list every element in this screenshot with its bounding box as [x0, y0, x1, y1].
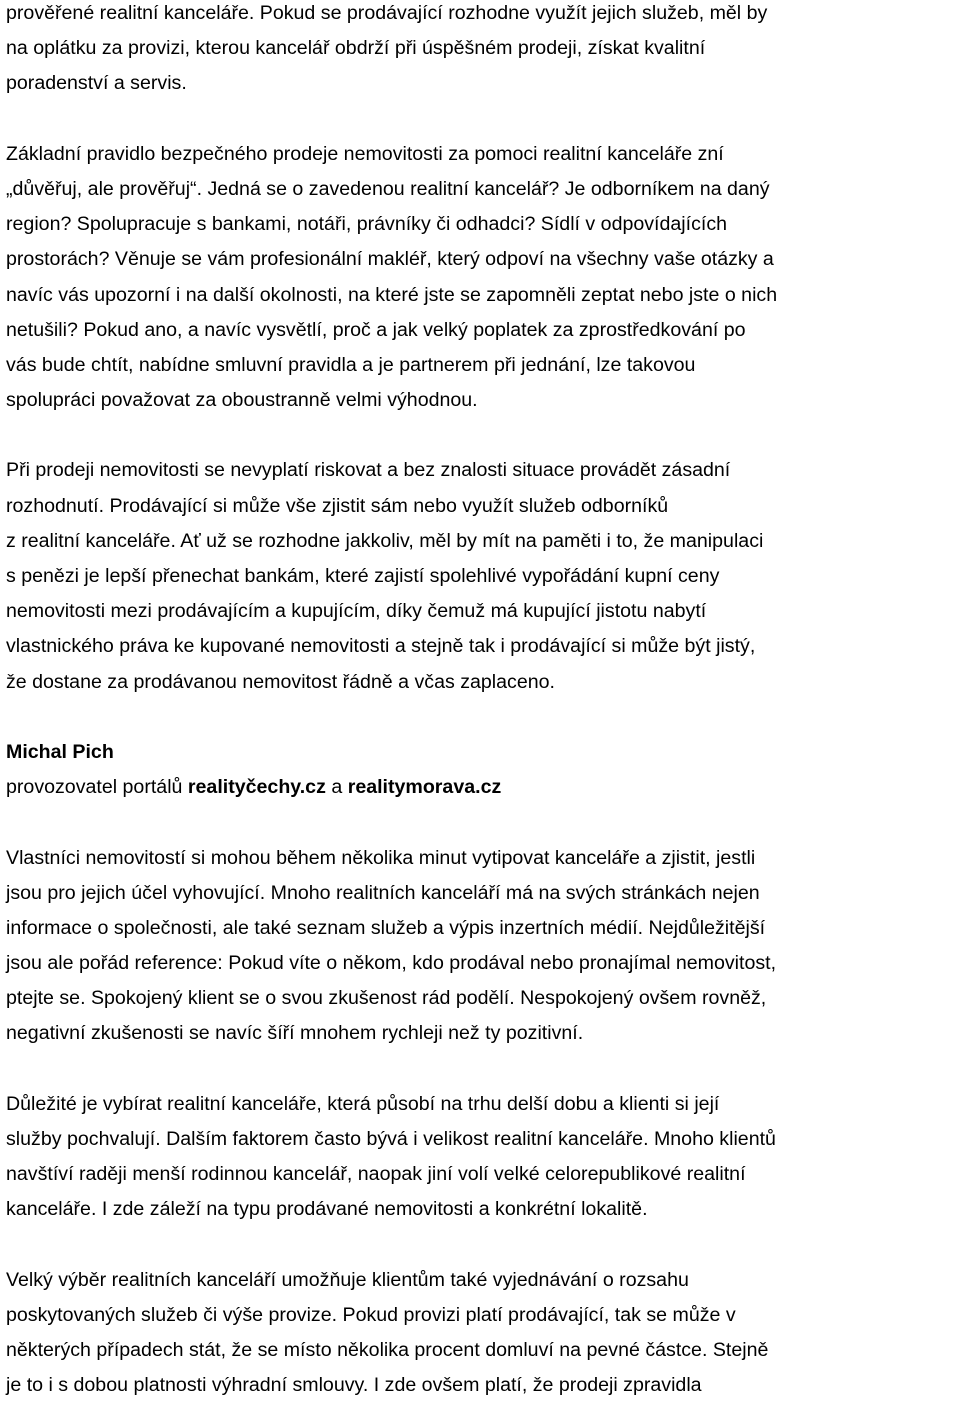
paragraph-gap [6, 700, 960, 735]
portal-name-2: realitymorava.cz [347, 776, 502, 799]
paragraph-gap [6, 1052, 960, 1087]
text-line: navštíví raději menší rodinnou kancelář, naopak jiní volí velké celorepublikové realitní [6, 1163, 746, 1186]
author-name: Michal Pich [6, 740, 114, 763]
author-signature [6, 735, 960, 805]
text-line: kanceláře. I zde záleží na typu prodávané nemovitosti a konkrétní lokalitě. [6, 1198, 648, 1221]
text-line: nemovitosti mezi prodávajícím a kupujícím, díky čemuž má kupující jistotu nabytí [6, 600, 707, 623]
paragraph-owners-research [6, 841, 960, 1052]
text-line: „důvěřuj, ale prověřuj“. Jedná se o zavedenou realitní kancelář? Je odborníkem na daný [6, 177, 770, 200]
paragraph-gap [6, 805, 960, 840]
text-line: Vlastníci nemovitostí si mohou během několika minut vytipovat kanceláře a zjistit, jestli [6, 846, 756, 869]
text-line: navíc vás upozorní i na další okolnosti, na které jste se zapomněli zeptat nebo jste o nich [6, 283, 778, 306]
text-line: vás bude chtít, nabídne smluvní pravidla a je partnerem při jednání, lze takovou [6, 353, 696, 376]
text-line: netušili? Pokud ano, a navíc vysvětlí, proč a jak velký poplatek za zprostředkování po [6, 318, 746, 341]
text-line: s penězi je lepší přenechat bankám, které zajistí spolehlivé vypořádání kupní ceny [6, 565, 720, 587]
paragraph-basic-rule [6, 137, 960, 419]
text-line: služby pochvalují. Dalším faktorem často bývá i velikost realitní kanceláře. Mnoho klientů [6, 1128, 776, 1150]
text-line: negativní zkušenosti se navíc šíří mnohem rychleji než ty pozitivní. [6, 1022, 584, 1045]
text-line: rozhodnutí. Prodávající si může vše zjistit sám nebo využít služeb odborníků [6, 494, 669, 517]
text-line: některých případech stát, že se místo několika procent domluví na pevné částce. Stejně [6, 1339, 769, 1362]
text-line: na oplátku za provizi, kterou kancelář obdrží při úspěšném prodeji, získat kvalitní [6, 37, 706, 60]
paragraph-sale-risk [6, 453, 960, 699]
text-line: jsou pro jejich účel vyhovující. Mnoho realitních kanceláří má na svých stránkách nejen [6, 881, 760, 904]
text-line: prověřené realitní kanceláře. Pokud se prodávající rozhodne využít jejich služeb, měl by [6, 2, 768, 24]
author-role-conjunction: a [325, 776, 348, 799]
text-line: z realitní kanceláře. Ať už se rozhodne jakkoliv, měl by mít na paměti i to, že manipulaci [6, 529, 764, 552]
portal-name-1: realityčechy.cz [187, 776, 326, 799]
text-line: Velký výběr realitních kanceláří umožňuje klientům také vyjednávání o rozsahu [6, 1268, 689, 1291]
text-line: ptejte se. Spokojený klient se o svou zkušenost rád podělí. Nespokojený ovšem rovněž, [6, 987, 767, 1010]
paragraph-intro-continuation [6, 0, 960, 102]
text-line: je to i s dobou platnosti výhradní smlouvy. I zde ovšem platí, že prodeji zpravidla [6, 1374, 702, 1397]
text-line: Základní pravidlo bezpečného prodeje nemovitosti za pomoci realitní kanceláře zní [6, 142, 724, 165]
author-role [6, 770, 960, 805]
paragraph-gap [6, 418, 960, 453]
text-line: poskytovaných služeb či výše provize. Pokud provizi platí prodávající, tak se může v [6, 1303, 736, 1326]
text-line: poradenství a servis. [6, 72, 187, 95]
author-role-prefix: provozovatel portálů [6, 776, 188, 799]
text-line: Důležité je vybírat realitní kanceláře, která působí na trhu delší dobu a klienti si její [6, 1092, 720, 1115]
text-line: prostorách? Věnuje se vám profesionální makléř, který odpoví na všechny vaše otázky a [6, 248, 774, 271]
text-line: informace o společnosti, ale také seznam služeb a výpis inzertních médií. Nejdůležitější [6, 916, 766, 939]
text-line: vlastnického práva ke kupované nemovitosti a stejně tak i prodávající si může být jistý, [6, 635, 756, 658]
paragraph-gap [6, 102, 960, 137]
text-line: že dostane za prodávanou nemovitost řádně a včas zaplaceno. [6, 670, 555, 693]
text-line: region? Spolupracuje s bankami, notáři, právníky či odhadci? Sídlí v odpovídajících [6, 213, 728, 236]
text-line: jsou ale pořád reference: Pokud víte o někom, kdo prodával nebo pronajímal nemovitost, [6, 952, 777, 975]
paragraph-choosing-agency [6, 1087, 960, 1228]
paragraph-negotiation [6, 1263, 960, 1404]
text-line: Při prodeji nemovitosti se nevyplatí riskovat a bez znalosti situace provádět zásadní [6, 459, 731, 482]
paragraph-gap [6, 1228, 960, 1263]
text-line: spolupráci považovat za oboustranně velmi výhodnou. [6, 389, 478, 412]
